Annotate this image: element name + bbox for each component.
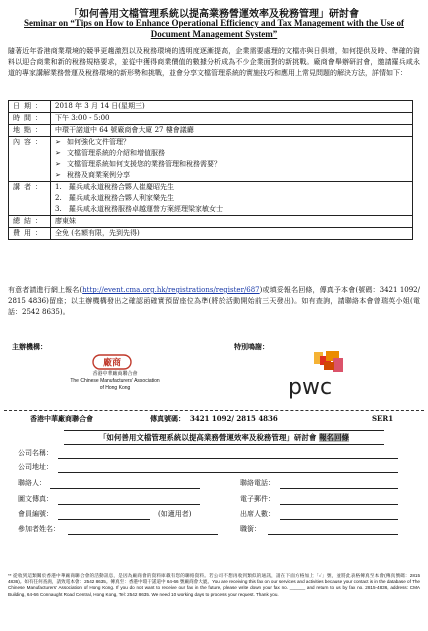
contact-person-field[interactable] [50, 488, 200, 489]
reply-title-tag: 報名回條 [319, 433, 350, 442]
organizer-label: 主辦機構： [12, 342, 47, 351]
cma-name [70, 371, 160, 392]
form-row-contact [18, 478, 418, 490]
title-chinese: 「如何善用文檔管理系統以提高業務營運效率及稅務管理」研討會 [69, 9, 359, 20]
pwc-logo-icon [280, 350, 350, 402]
date-label: 日期： [9, 101, 51, 113]
fax-label: 圖文傳真： [18, 495, 53, 503]
form-row-member [18, 509, 418, 521]
position-label: 職銜： [240, 525, 261, 533]
company-address-field[interactable] [58, 472, 398, 473]
arrow-bullet-icon: ➢ [55, 138, 61, 146]
content-list [51, 137, 413, 182]
content-item: ➢ 文檔管理系統的介紹和增值服務 [55, 149, 165, 157]
arrow-bullet-icon: ➢ [55, 171, 61, 179]
date-value: 2018 年 3 月 14 日(星期三) [51, 101, 413, 113]
speakers-row [9, 182, 413, 216]
venue-value: 中環干諾道中 64 號廠商會大廈 27 樓會議廳 [51, 125, 413, 137]
fee-value: 全免 (名額有限，先到先得) [51, 228, 413, 240]
cma-logo-text: 廠商 [102, 358, 122, 369]
member-no-field[interactable] [58, 519, 150, 520]
fee-row [9, 228, 413, 240]
company-address-label: 公司地址： [18, 463, 53, 471]
time-label: 時間： [9, 113, 51, 125]
acknowledgement-label: 特別鳴謝： [234, 342, 269, 351]
company-name-field[interactable] [58, 458, 398, 459]
fax-field[interactable] [58, 504, 200, 505]
reply-org: 香港中華廠商聯合會 [30, 414, 93, 423]
seminar-details-table [8, 100, 413, 240]
contact-person-label: 聯絡人： [18, 479, 46, 487]
moderator-label: 總結： [9, 216, 51, 228]
cma-name-chinese: 香港中華廠商聯合會 [92, 371, 138, 377]
company-name-label: 公司名稱： [18, 449, 53, 457]
time-row [9, 113, 413, 125]
reply-fax-number: 3421 1092/ 2815 4836 [190, 414, 278, 423]
cma-logo-icon [92, 354, 132, 370]
form-row-fax [18, 494, 418, 506]
venue-label: 地點： [9, 125, 51, 137]
arrow-bullet-icon: ➢ [55, 149, 61, 157]
attendees-field[interactable] [280, 519, 398, 520]
time-value: 下午 3:00 - 5:00 [51, 113, 413, 125]
speaker-item: 3. 羅兵咸永道稅務服務卓越運營方案經理梁家敏女士 [55, 205, 223, 213]
phone-label: 聯絡電話： [240, 479, 275, 487]
cma-name-english: The Chinese Manufacturers' Association of Hong Kong [70, 378, 160, 391]
attendees-label: 出席人數： [240, 510, 275, 518]
content-label: 內容： [9, 137, 51, 182]
intro-paragraph: 隨著近年香港商業環境的競爭更趨激烈以及稅務環境的透明度逐漸提高，企業需要處理的文檔亦與日俱增，如何提供及時、準確的資料以迎合商業和新的稅務規格要求，並從中獲得商業價值的數據分析成為不少企業面對的新挑戰。廠商會舉辦研討會，邀請羅兵咸永道的專家講解業務營運及稅務環境的新形勢和挑戰，並會分享文檔管理系統的實施技巧和應用上常見問題的解決方法，詳情如下： [8, 47, 420, 77]
speaker-item: 1. 羅兵咸永道稅務合夥人崔慶昭先生 [55, 183, 174, 191]
email-label: 電子郵件： [240, 495, 275, 503]
content-item: ➢ 如何強化文件管理？ [55, 138, 130, 146]
pwc-logo-text: pwc [288, 375, 333, 400]
reply-fax-label: 傳真號碼： [150, 414, 185, 423]
content-item: ➢ 文檔管理系統如何支援您的業務管理和稅務需要？ [55, 160, 221, 168]
cut-line [4, 410, 424, 411]
phone-field[interactable] [280, 488, 398, 489]
form-row-company [18, 448, 418, 460]
moderator-row [9, 216, 413, 228]
form-row-address [18, 462, 418, 474]
content-item: ➢ 稅務及商業案例分享 [55, 171, 130, 179]
footer-disclaimer: ** 從收到這類關於香港中華廠商聯合會的活動訊息，是因為廠商會的資料庫載有您的聯絡資料。若公司不想再收到類似的通訊，請在下面方格加上「✓」號，並將此表格傳真至本會(傳真號碼：2815 4836)。如有任何查詢，請致電本會：2542 8635。傳真至：香港中環干諾道中 64-66 號廠商會大廈。You are receiving this fax on our services and activities because your contact is in the database of The Chinese Manufacturers' Association of Hong Kong. If you do not want to receive our fax in the future, please write down your fax no. ______ and return to us by fax no. 2815-4836, address: CMA Building, 64-66 Connaught Road Central, Hong Kong, Tel: 2542 8635. We need 10 working days to process your request. Thank you. [8, 573, 420, 597]
speakers-label: 講者： [9, 182, 51, 216]
venue-row [9, 125, 413, 137]
form-row-participant [18, 524, 418, 536]
registration-link[interactable]: http://event.cma.org.hk/registrations/register/687 [82, 286, 260, 294]
fee-label: 費用： [9, 228, 51, 240]
member-no-note: (如適用者) [158, 510, 192, 518]
member-no-label: 會員編號： [18, 510, 53, 518]
email-field[interactable] [280, 504, 398, 505]
arrow-bullet-icon: ➢ [55, 160, 61, 168]
speakers-list [51, 182, 413, 216]
date-row [9, 101, 413, 113]
reply-ref: SER1 [372, 414, 394, 423]
speaker-item: 2. 羅兵咸永道稅務合夥人利家樂先生 [55, 194, 174, 202]
registration-note: 有意者請進行網上報名(http://event.cma.org.hk/registrations/register/687)或填妥報名回條，傳真予本會(號碼：3421 1092/ 2815 4836)留座；以主辦機構發出之確認函確實預留座位為準(將於活動開始前三天發出)。如有查詢，請聯絡本會曾瑞英小姐(電話：2542 8635)。 [8, 286, 420, 316]
participant-name-field[interactable] [68, 534, 218, 535]
position-field[interactable] [268, 534, 398, 535]
participant-name-label: 參加者姓名： [18, 525, 60, 533]
moderator-value: 廖東妹 [51, 216, 413, 228]
content-row [9, 137, 413, 182]
title-english: Seminar on “Tips on How to Enhance Operational Efficiency and Tax Management with the Use of Document Management System” [24, 18, 404, 39]
reply-title: 「如何善用文檔管理系統以提高業務營運效率及稅務管理」研討會 報名回條 [64, 430, 384, 445]
